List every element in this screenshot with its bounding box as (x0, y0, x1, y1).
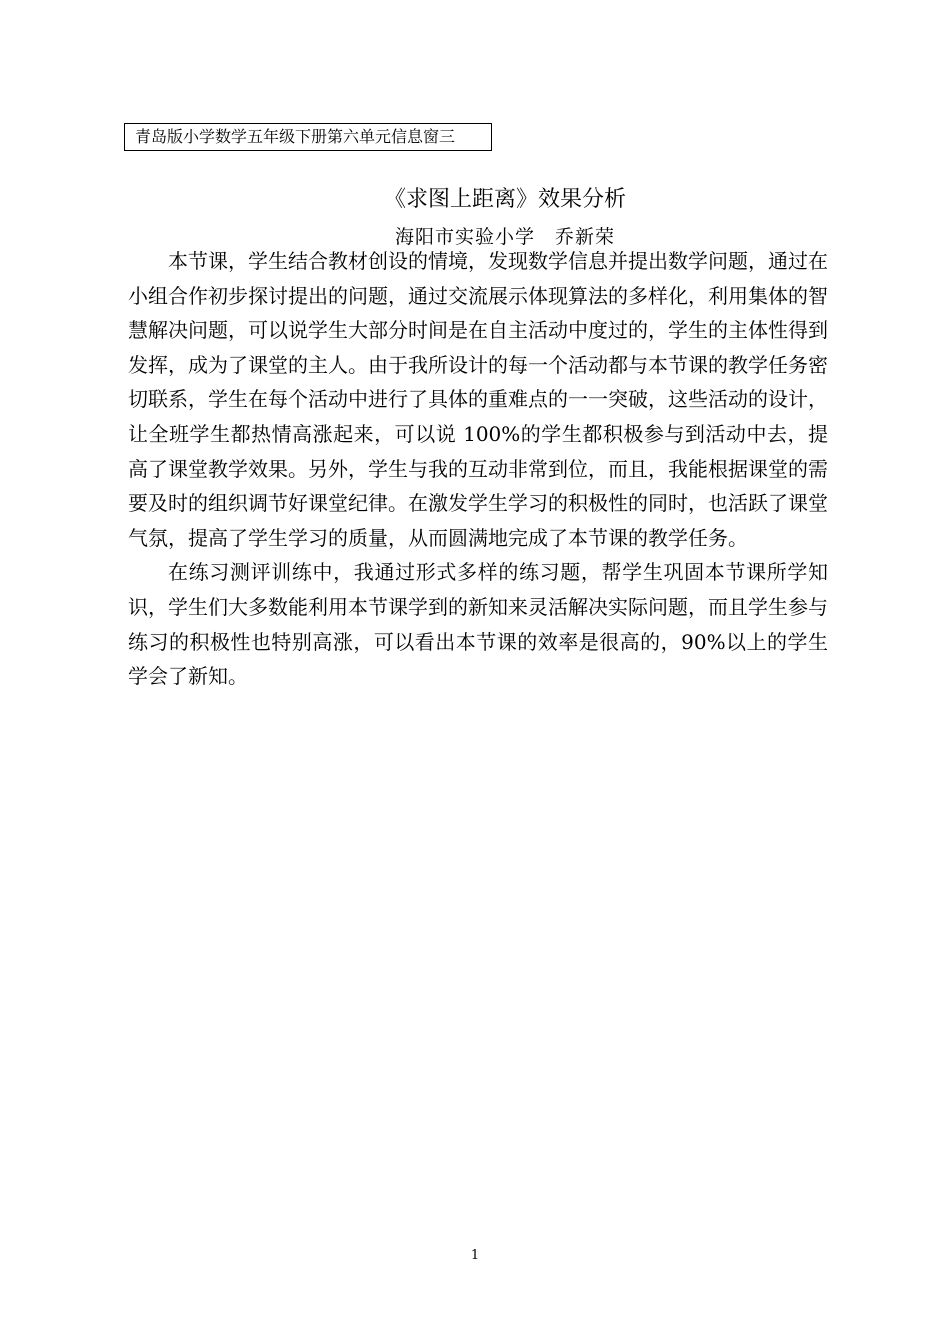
author-line: 海阳市实验小学 乔新荣 (394, 226, 615, 248)
page-number: 1 (470, 1248, 480, 1263)
paragraph-1: 本节课，学生结合教材创设的情境，发现数学信息并提出数学问题，通过在小组合作初步探讨提出的问题，通过交流展示体现算法的多样化，利用集体的智慧解决问题，可以说学生大部分时间是在自主活动中度过的，学生的主体性得到发挥，成为了课堂的主人。由于我所设计的每一个活动都与本节课的教学任务密切联系，学生在每个活动中进行了具体的重难点的一一突破，这些活动的设计，让全班学生都热情高涨起来，可以说 100%的学生都积极参与到活动中去，提高了课堂教学效果。另外，学生与我的互动非常到位，而且，我能根据课堂的需要及时的组织调节好课堂纪律。在激发学生学习的积极性的同时，也活跃了课堂气氛，提高了学生学习的质量，从而圆满地完成了本节课的教学任务。 (128, 249, 828, 550)
header-label-box: 青岛版小学数学五年级下册第六单元信息窗三 (124, 123, 492, 151)
body-text (128, 244, 828, 694)
paragraph-2: 在练习测评训练中，我通过形式多样的练习题，帮学生巩固本节课所学知识，学生们大多数能利用本节课学到的新知来灵活解决实际问题，而且学生参与练习的积极性也特别高涨，可以看出本节课的效率是很高的，90%以上的学生学会了新知。 (128, 560, 828, 689)
document-title: 《求图上距离》效果分析 (383, 187, 626, 212)
